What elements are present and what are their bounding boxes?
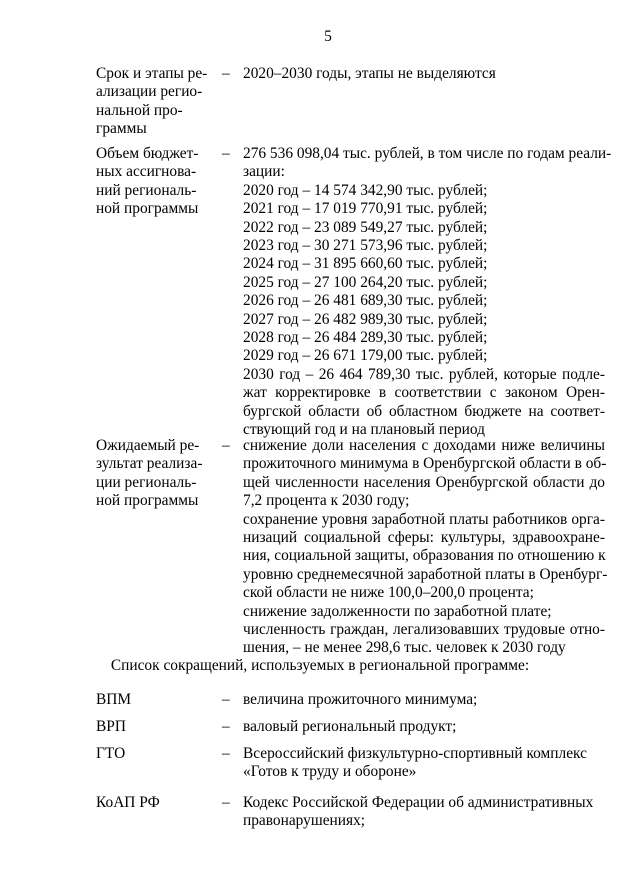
label-line: нальной про- [96,101,183,119]
label-line: ной программы [96,200,199,218]
label-line: Срок и этапы ре- [96,65,208,82]
abbreviation-dash: – [222,718,230,735]
row-content [243,65,605,83]
content-line: 2023 год – 30 271 573,96 тыс. рублей; [243,237,488,255]
content-line: жат корректировке в соответствии с законом Орен- [243,384,605,402]
definition-line: Кодекс Российской Федерации об административных [243,794,594,811]
content-line: зации: [243,163,285,181]
definition-line: Всероссийский физкультурно-спортивный комплекс [243,745,587,762]
content-line: 2026 год – 26 481 689,30 тыс. рублей; [243,292,488,310]
label-line: ции региональ- [96,473,197,491]
content-line: 7,2 процента к 2030 году; [243,492,410,510]
content-line: прожиточного минимума в Оренбургской области в об- [243,455,607,473]
row-content [243,145,612,440]
row-label [96,145,218,219]
content-line: шения, – не менее 298,6 тыс. человек к 2030 году [243,639,566,657]
content-line: 2029 год – 26 671 179,00 тыс. рублей; [243,347,488,365]
content-line: ской области не ниже 100,0–200,0 процента; [243,584,534,602]
content-line: низаций социальной сферы: культуры, здравоохране- [243,529,605,547]
definition-line: правонарушениях; [243,812,366,830]
content-line: 2022 год – 23 089 549,27 тыс. рублей; [243,218,488,236]
abbreviation-term: ВРП [96,718,126,735]
definition-line: величина прожиточного минимума; [243,691,478,708]
abbreviation-term: ГТО [96,745,126,762]
abbreviation-definition [243,718,605,736]
label-line: зультат реализа- [96,455,203,473]
label-line: ной программы [96,492,199,510]
label-line: ний региональ- [96,181,197,199]
label-line: Объем бюджет- [96,145,199,162]
row-dash: – [222,65,230,82]
content-line: численность граждан, легализовавших трудовые отно- [243,621,605,639]
content-line: ствующий год и на плановый период [243,421,485,439]
content-line: бургской области об областном бюджете на соответ- [243,402,605,420]
label-line: Ожидаемый ре- [96,437,200,454]
row-label [96,437,218,511]
page-number: 5 [324,28,332,45]
content-line: уровню среднемесячной заработной платы в Оренбург- [243,565,608,583]
content-line: сохранение уровня заработной платы работников орга- [243,510,605,528]
abbreviation-definition [243,745,605,782]
abbreviation-dash: – [222,794,230,811]
content-line: 2021 год – 17 019 770,91 тыс. рублей; [243,200,488,218]
abbreviation-dash: – [222,691,230,708]
content-line: 276 536 098,04 тыс. рублей, в том числе по годам реали- [243,145,612,162]
abbreviation-term: ВПМ [96,691,132,708]
abbreviation-definition [243,794,605,831]
abbreviation-dash: – [222,745,230,762]
row-content [243,437,608,658]
content-line: снижение доли населения с доходами ниже величины [243,437,605,454]
content-line: 2028 год – 26 484 289,30 тыс. рублей; [243,329,488,347]
label-line: ализации регио- [96,83,203,101]
row-dash: – [222,145,230,162]
abbreviation-term: КоАП РФ [96,794,160,811]
content-line: 2027 год – 26 482 989,30 тыс. рублей; [243,310,488,328]
label-line: граммы [96,120,147,138]
content-line: снижение задолженности по заработной плате; [243,602,552,620]
definition-line: «Готов к труду и обороне» [243,763,417,781]
definition-line: валовый региональный продукт; [243,718,457,735]
content-line: 2024 год – 31 895 660,60 тыс. рублей; [243,255,488,273]
content-line: 2020 год – 14 574 342,90 тыс. рублей; [243,181,488,199]
label-line: ных ассигнова- [96,163,197,181]
row-label [96,65,218,139]
row-dash: – [222,437,230,454]
content-line: щей численности населения Оренбургской области до [243,473,605,491]
abbreviation-definition [243,691,605,709]
abbreviations-title: Список сокращений, используемых в региональной программе: [110,657,530,674]
content-line: 2025 год – 27 100 264,20 тыс. рублей; [243,273,488,291]
content-line: 2020–2030 годы, этапы не выделяются [243,65,496,82]
content-line: ния, социальной защиты, образования по отношению к [243,547,606,565]
content-line: 2030 год – 26 464 789,30 тыс. рублей, которые подле- [243,365,605,383]
